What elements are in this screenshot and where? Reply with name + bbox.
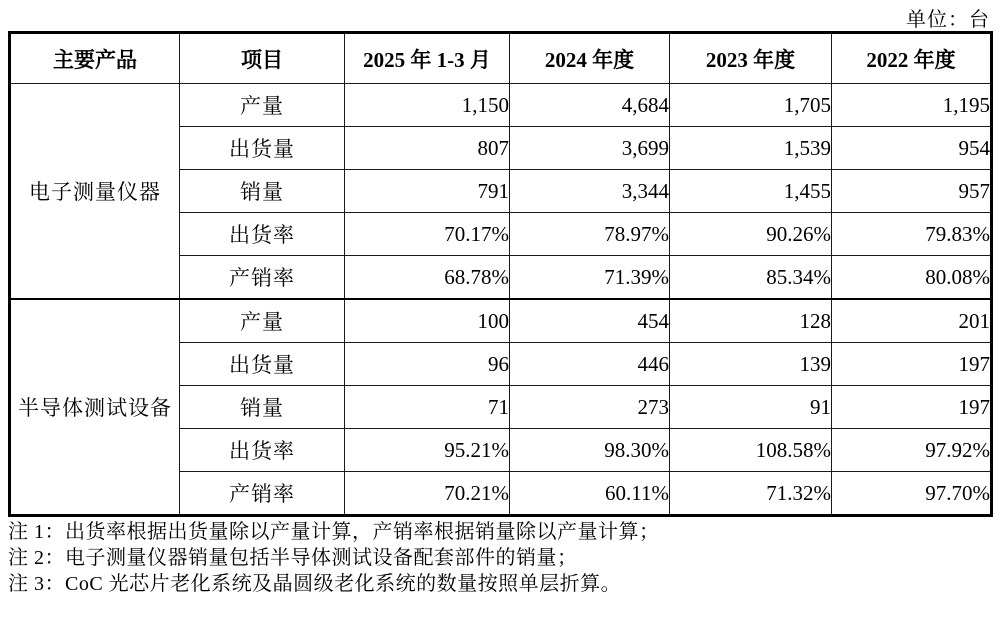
value-cell: 1,455 [670, 170, 832, 213]
column-header-2024: 2024 年度 [510, 33, 670, 84]
value-cell: 85.34% [670, 256, 832, 300]
table-row [10, 299, 992, 343]
product-group-cell: 电子测量仪器 [10, 84, 180, 300]
value-cell: 957 [832, 170, 992, 213]
value-cell: 70.21% [345, 472, 510, 516]
footnotes [8, 519, 992, 597]
value-cell: 80.08% [832, 256, 992, 300]
value-cell: 139 [670, 343, 832, 386]
value-cell: 71.32% [670, 472, 832, 516]
note-line-2: 注 2：电子测量仪器销量包括半导体测试设备配套部件的销量； [8, 547, 578, 569]
column-header-2022: 2022 年度 [832, 33, 992, 84]
value-cell: 3,344 [510, 170, 670, 213]
value-cell: 100 [345, 299, 510, 343]
header-row [10, 33, 992, 84]
value-cell: 70.17% [345, 213, 510, 256]
production-sales-table [8, 31, 993, 517]
value-cell: 4,684 [510, 84, 670, 127]
value-cell: 128 [670, 299, 832, 343]
value-cell: 1,150 [345, 84, 510, 127]
item-label-cell: 产销率 [180, 256, 345, 300]
item-label-cell: 出货量 [180, 343, 345, 386]
value-cell: 1,539 [670, 127, 832, 170]
value-cell: 78.97% [510, 213, 670, 256]
value-cell: 91 [670, 386, 832, 429]
table-row [10, 84, 992, 127]
column-header-item: 项目 [180, 33, 345, 84]
value-cell: 201 [832, 299, 992, 343]
unit-label: 单位：台 [906, 9, 990, 31]
value-cell: 96 [345, 343, 510, 386]
value-cell: 454 [510, 299, 670, 343]
value-cell: 90.26% [670, 213, 832, 256]
value-cell: 79.83% [832, 213, 992, 256]
value-cell: 3,699 [510, 127, 670, 170]
value-cell: 97.70% [832, 472, 992, 516]
value-cell: 108.58% [670, 429, 832, 472]
column-header-2025q1: 2025 年 1-3 月 [345, 33, 510, 84]
value-cell: 97.92% [832, 429, 992, 472]
note-line-1: 注 1：出货率根据出货量除以产量计算，产销率根据销量除以产量计算； [8, 521, 660, 543]
item-label-cell: 出货量 [180, 127, 345, 170]
value-cell: 791 [345, 170, 510, 213]
value-cell: 197 [832, 386, 992, 429]
value-cell: 71.39% [510, 256, 670, 300]
value-cell: 95.21% [345, 429, 510, 472]
column-header-2023: 2023 年度 [670, 33, 832, 84]
value-cell: 68.78% [345, 256, 510, 300]
column-header-product: 主要产品 [10, 33, 180, 84]
value-cell: 98.30% [510, 429, 670, 472]
item-label-cell: 销量 [180, 386, 345, 429]
item-label-cell: 出货率 [180, 429, 345, 472]
value-cell: 1,195 [832, 84, 992, 127]
item-label-cell: 产销率 [180, 472, 345, 516]
value-cell: 807 [345, 127, 510, 170]
note-line-3: 注 3：CoC 光芯片老化系统及晶圆级老化系统的数量按照单层折算。 [8, 573, 622, 595]
value-cell: 60.11% [510, 472, 670, 516]
value-cell: 273 [510, 386, 670, 429]
value-cell: 197 [832, 343, 992, 386]
item-label-cell: 产量 [180, 299, 345, 343]
value-cell: 71 [345, 386, 510, 429]
value-cell: 954 [832, 127, 992, 170]
product-group-cell: 半导体测试设备 [10, 299, 180, 516]
value-cell: 1,705 [670, 84, 832, 127]
item-label-cell: 出货率 [180, 213, 345, 256]
item-label-cell: 产量 [180, 84, 345, 127]
value-cell: 446 [510, 343, 670, 386]
item-label-cell: 销量 [180, 170, 345, 213]
